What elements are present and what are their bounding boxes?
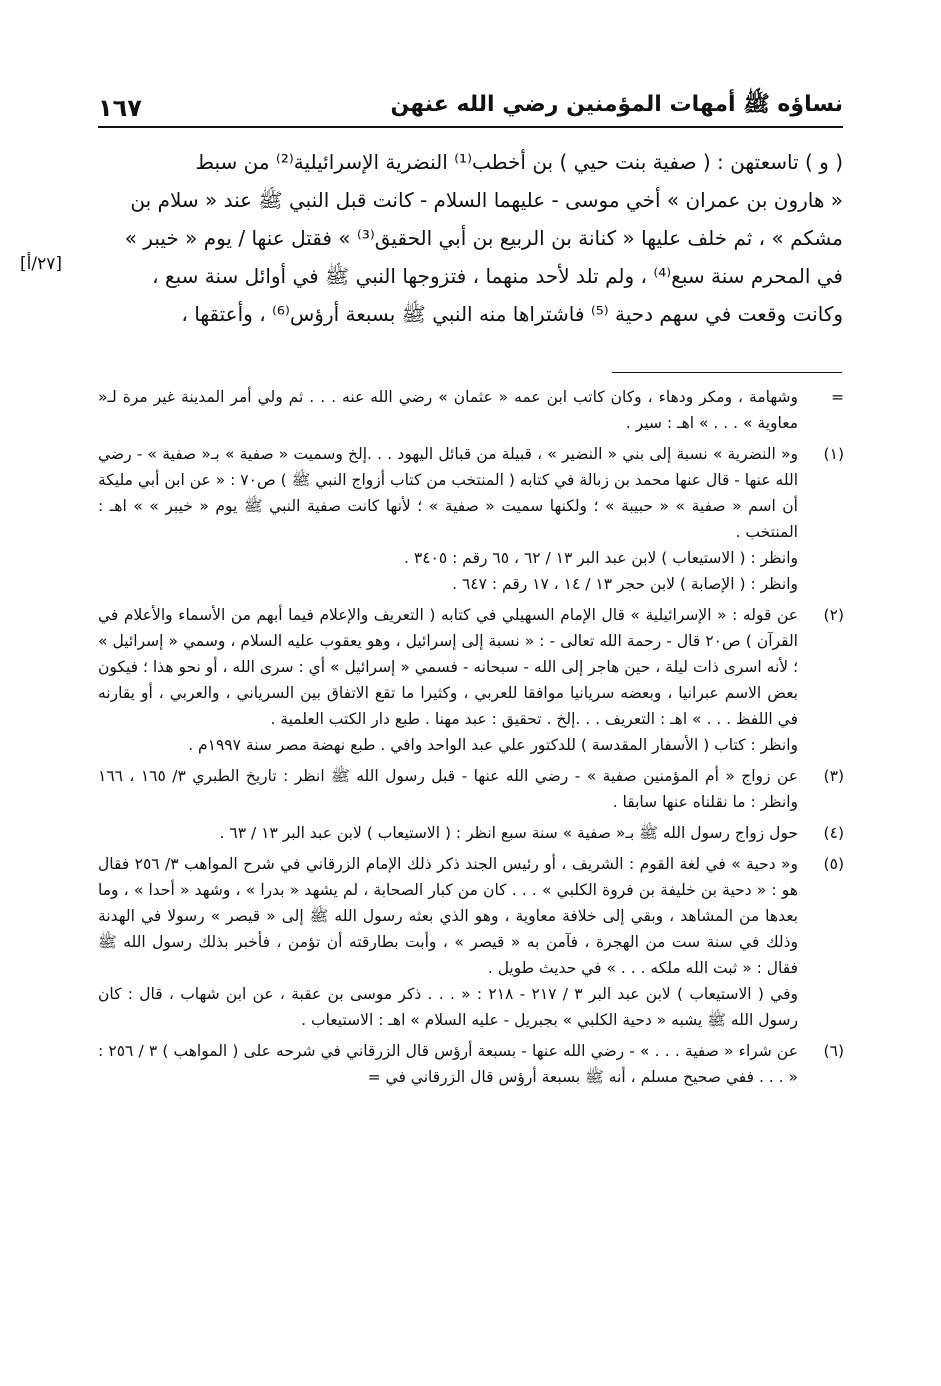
page-header xyxy=(98,86,843,122)
footnote-paragraph: عن شراء « صفية . . . » - رضي الله عنها - بسبعة أرؤس قال الزرقاني في شرحه على ( المواهب ) ٣ / ٢٥٦ : « . . . ففي صحيح مسلم ، أنه ﷺ بسبعة أرؤس قال الزرقاني في = xyxy=(98,1042,798,1086)
footnote-continuation xyxy=(98,384,844,436)
footnote-body xyxy=(98,820,798,846)
footnote-body xyxy=(98,1038,798,1090)
footnote-number: (٢) xyxy=(823,606,844,624)
footnote-separator xyxy=(612,372,842,373)
footnote-paragraph: عن قوله : « الإسرائيلية » قال الإمام السهيلي في كتابه ( التعريف والإعلام فيما أبهم من الأسماء والأعلام في القرآن ) ص٢٠ قال - رحمة الله تعالى - : « نسبة إلى إسرائيل ، وهو يعقوب عليه السلام ، وسمي « إسرائيل » ؛ لأنه اسرى ذات ليلة ، حين هاجر إلى الله - سبحانه - فسمي « إسرائيل » أي : سرى الله ، أو نحو هذا ؛ فيكون بعض الاسم عبرانيا ، وبعضه سريانيا موافقا للعربي ، وكثيرا ما تقع الاتفاق بين السرياني ، والعربي ، أو يقارنه في اللفظ . . . » اهـ : التعريف . . .إلخ . تحقيق : عبد مهنا . طبع دار الكتب العلمية . xyxy=(98,606,798,728)
footnote-body xyxy=(98,763,798,815)
main-line: في المحرم سنة سبع⁽⁴⁾ ، ولم تلد لأحد منهما ، فتزوجها النبي ﷺ في أوائل سنة سبع ، xyxy=(152,264,843,288)
footnote-number: (٦) xyxy=(823,1042,844,1060)
footnote-number: = xyxy=(831,388,844,406)
main-line: ( و ) تاسعتهن : ( صفية بنت حيي ) بن أخطب⁽¹⁾ النضرية الإسرائيلية⁽²⁾ من سبط xyxy=(195,150,843,174)
footnote-number: (٣) xyxy=(823,767,844,785)
footnote-6 xyxy=(98,1038,844,1090)
header-rule xyxy=(98,126,843,128)
main-line: وكانت وقعت في سهم دحية ⁽⁵⁾ فاشتراها منه النبي ﷺ بسبعة أرؤس⁽⁶⁾ ، وأعتقها ، xyxy=(181,302,843,326)
footnote-4 xyxy=(98,820,844,846)
footnote-paragraph: وفي ( الاستيعاب ) لابن عبد البر ٣ / ٢١٧ - ٢١٨ : « . . . ذكر موسى بن عقبة ، عن ابن شهاب ، قال : كان رسول الله ﷺ يشبه « دحية الكلبي » بجبريل - عليه السلام » اهـ : الاستيعاب . xyxy=(98,985,799,1029)
footnote-number: (٤) xyxy=(823,824,844,842)
footnote-2 xyxy=(98,602,844,758)
footnote-paragraph: وانظر : ( الاستيعاب ) لابن عبد البر ١٣ / ٦٢ ، ٦٥ رقم : ٣٤٠٥ . xyxy=(404,549,798,567)
footnote-3 xyxy=(98,763,844,815)
footnote-paragraph: وانظر : ( الإصابة ) لابن حجر ١٣ / ١٤ ، ١٧ رقم : ٦٤٧ . xyxy=(452,575,798,593)
footnote-body xyxy=(98,384,798,436)
main-line: « هارون بن عمران » أخي موسى - عليهما السلام - كانت قبل النبي ﷺ عند « سلام بن xyxy=(130,188,843,212)
footnote-paragraph: وانظر : كتاب ( الأسفار المقدسة ) للدكتور علي عبد الواحد وافي . طبع نهضة مصر سنة ١٩٩٧م . xyxy=(188,736,798,754)
main-line: مشكم » ، ثم خلف عليها « كنانة بن الربيع بن أبي الحقيق⁽³⁾ » فقتل عنها / يوم « خيبر » xyxy=(124,226,843,250)
margin-reference: [٢٧/أ] xyxy=(20,254,62,274)
footnote-body xyxy=(98,441,798,597)
footnote-paragraph: حول زواج رسول الله ﷺ بـ« صفية » سنة سبع انظر : ( الاستيعاب ) لابن عبد البر ١٣ / ٦٣ . xyxy=(219,824,798,842)
footnote-body xyxy=(98,851,798,1033)
footnote-1 xyxy=(98,441,844,597)
footnote-paragraph: و« النضرية » نسبة إلى بني « النضير » ، قبيلة من قبائل اليهود . . .إلخ وسميت « صفية » بـ« صفية » - رضي الله عنها - قال عنها محمد بن زبالة في كتابه ( المنتخب من كتاب أزواج النبي ﷺ ) ص٧٠ : « عن ابن أبي مليكة أن اسم « صفية » « حبيبة » ؛ ولكنها سميت « صفية » ؛ لأنها كانت صفية النبي ﷺ يوم « خيبر » » اهـ : المنتخب . xyxy=(98,445,798,541)
footnotes xyxy=(98,384,844,1095)
footnote-paragraph: وشهامة ، ومكر ودهاء ، وكان كاتب ابن عمه « عثمان » رضي الله عنه . . . ثم ولي أمر المدينة غير مرة لـ« معاوية » . . . » اهـ : سير . xyxy=(98,388,798,432)
footnote-5 xyxy=(98,851,844,1033)
footnote-number: (١) xyxy=(823,445,844,463)
main-text xyxy=(98,143,843,333)
footnote-body xyxy=(98,602,798,758)
running-title: نساؤه ﷺ أمهات المؤمنين رضي الله عنهن xyxy=(390,92,843,117)
footnote-paragraph: و« دحية » في لغة القوم : الشريف ، أو رئيس الجند ذكر ذلك الإمام الزرقاني في شرح المواهب ٣/ ٢٥٦ فقال هو : « دحية بن خليفة بن فروة الكلبي » . . . كان من كبار الصحابة ، لم يشهد « بدرا » ، وشهد « أحدا » ، وما بعدها من المشاهد ، وبقي إلى خلافة معاوية ، وهو الذي بعثه رسول الله ﷺ إلى « قيصر » رسولا في الهدنة وذلك في سنة ست من الهجرة ، فآمن به « قيصر » ، وأبت بطارقته أن تؤمن ، فأخبر بذلك رسول الله ﷺ فقال : « ثبت الله ملكه . . . » في حديث طويل . xyxy=(98,855,798,977)
page-number: ١٦٧ xyxy=(98,94,142,122)
footnote-paragraph: عن زواج « أم المؤمنين صفية » - رضي الله عنها - قبل رسول الله ﷺ انظر : تاريخ الطبري ٣/ ١٦٥ ، ١٦٦ وانظر : ما نقلناه عنها سابقا . xyxy=(98,767,799,811)
footnote-number: (٥) xyxy=(823,855,844,873)
